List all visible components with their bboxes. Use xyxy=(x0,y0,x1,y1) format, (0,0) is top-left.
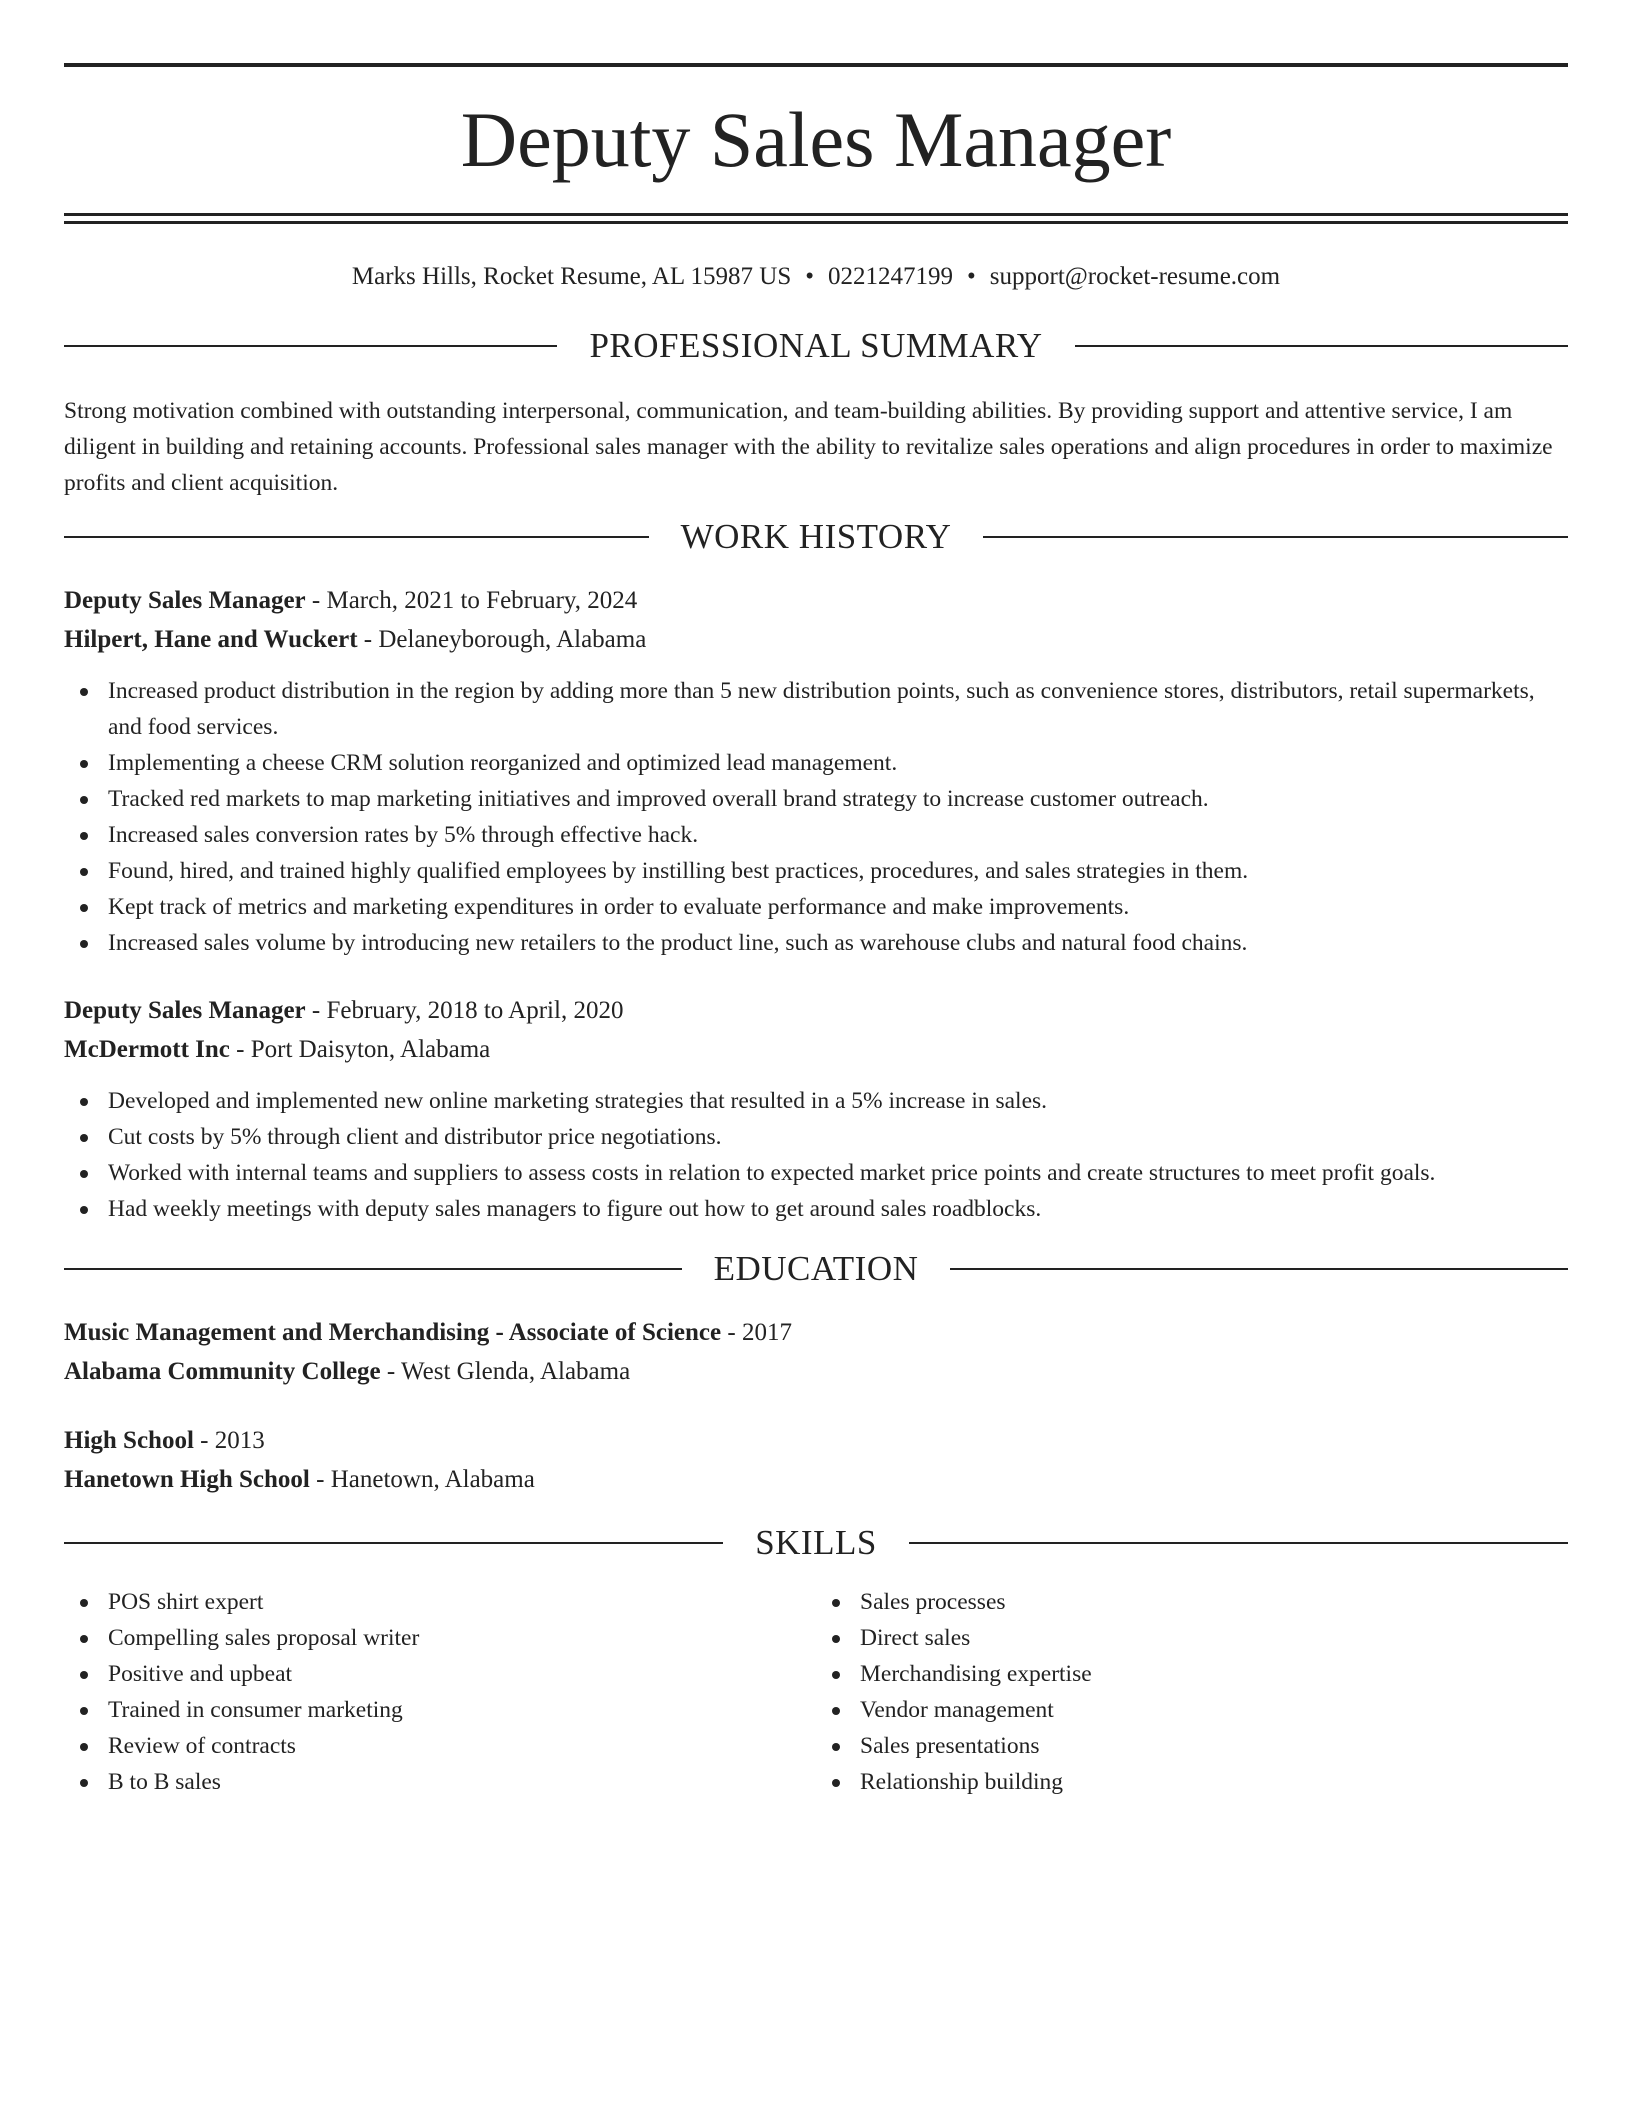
degree-line xyxy=(64,1313,1568,1352)
heading-rule xyxy=(64,536,649,538)
degree: Music Management and Merchandising - Associate of Science xyxy=(64,1319,722,1346)
school-line xyxy=(64,1460,1568,1499)
contact-separator: • xyxy=(805,263,815,290)
skills-column-right xyxy=(816,1584,1568,1800)
contact-phone: 0221247199 xyxy=(828,263,954,290)
skills-heading xyxy=(64,1525,1568,1560)
skills-list xyxy=(64,1584,1568,1800)
skill-item: Trained in consumer marketing xyxy=(64,1692,816,1728)
section-title: EDUCATION xyxy=(713,1249,919,1288)
skill-item: Sales presentations xyxy=(816,1728,1568,1764)
school: Alabama Community College xyxy=(64,1358,381,1385)
school-location: - West Glenda, Alabama xyxy=(380,1358,631,1385)
list-item: Increased sales conversion rates by 5% through effective hack. xyxy=(64,817,1568,853)
job-title: Deputy Sales Manager xyxy=(64,997,306,1024)
job-location: - Delaneyborough, Alabama xyxy=(357,626,647,653)
skill-item: POS shirt expert xyxy=(64,1584,816,1620)
job-company: McDermott Inc xyxy=(64,1036,230,1063)
heading-rule xyxy=(64,1268,682,1270)
heading-rule xyxy=(909,1542,1568,1544)
job-title: Deputy Sales Manager xyxy=(64,587,306,614)
header-double-rule xyxy=(64,213,1568,224)
heading-rule xyxy=(1075,345,1568,347)
job-bullets xyxy=(64,673,1568,961)
job-dates: - February, 2018 to April, 2020 xyxy=(305,997,624,1024)
job-entry xyxy=(64,581,1568,961)
skill-item: Merchandising expertise xyxy=(816,1656,1568,1692)
list-item: Cut costs by 5% through client and distributor price negotiations. xyxy=(64,1119,1568,1155)
skill-item: Relationship building xyxy=(816,1764,1568,1800)
heading-rule xyxy=(950,1268,1568,1270)
list-item: Had weekly meetings with deputy sales managers to figure out how to get around sales roadblocks. xyxy=(64,1191,1568,1227)
section-title: SKILLS xyxy=(755,1523,877,1562)
contact-email[interactable]: support@rocket-resume.com xyxy=(989,263,1281,290)
header-top-rule xyxy=(64,63,1568,67)
school-line xyxy=(64,1352,1568,1391)
list-item: Increased product distribution in the region by adding more than 5 new distribution points, such as convenience stores, distributors, retail supermarkets, and food services. xyxy=(64,673,1568,745)
job-bullets xyxy=(64,1083,1568,1227)
list-item: Implementing a cheese CRM solution reorganized and optimized lead management. xyxy=(64,745,1568,781)
job-company: Hilpert, Hane and Wuckert xyxy=(64,626,358,653)
summary-text: Strong motivation combined with outstanding interpersonal, communication, and team-building abilities. By providing support and attentive service, I am diligent in building and retaining accounts. Professional sales manager with the ability to revitalize sales operations and align procedures in order to maximize profits and client acquisition. xyxy=(64,398,1553,496)
skill-item: Sales processes xyxy=(816,1584,1568,1620)
school: Hanetown High School xyxy=(64,1466,310,1493)
section-title: WORK HISTORY xyxy=(680,517,952,556)
heading-rule xyxy=(64,1542,723,1544)
skill-item: Compelling sales proposal writer xyxy=(64,1620,816,1656)
skills-bullets xyxy=(816,1584,1568,1800)
job-title-line xyxy=(64,991,1568,1030)
education-entry xyxy=(64,1421,1568,1499)
list-item: Kept track of metrics and marketing expenditures in order to evaluate performance and make improvements. xyxy=(64,889,1568,925)
skills-bullets xyxy=(64,1584,816,1800)
contact-separator: • xyxy=(967,263,976,290)
skill-item: Review of contracts xyxy=(64,1728,816,1764)
education-heading xyxy=(64,1251,1568,1286)
degree-line xyxy=(64,1421,1568,1460)
job-company-line xyxy=(64,620,1568,659)
contact-address: Marks Hills, Rocket Resume, AL 15987 US xyxy=(351,263,792,290)
list-item: Worked with internal teams and suppliers to assess costs in relation to expected market price points and create structures to meet profit goals. xyxy=(64,1155,1568,1191)
resume-title: Deputy Sales Manager xyxy=(460,96,1172,183)
degree-year: - 2013 xyxy=(193,1427,265,1454)
school-location: - Hanetown, Alabama xyxy=(309,1466,535,1493)
degree-year: - 2017 xyxy=(721,1319,792,1346)
job-location: - Port Daisyton, Alabama xyxy=(229,1036,491,1063)
skill-item: Vendor management xyxy=(816,1692,1568,1728)
list-item: Found, hired, and trained highly qualified employees by instilling best practices, procedures, and sales strategies in them. xyxy=(64,853,1568,889)
summary-heading xyxy=(64,328,1568,363)
job-dates: - March, 2021 to February, 2024 xyxy=(305,587,638,614)
heading-rule xyxy=(64,345,557,347)
job-company-line xyxy=(64,1030,1568,1069)
skill-item: Direct sales xyxy=(816,1620,1568,1656)
skill-item: Positive and upbeat xyxy=(64,1656,816,1692)
list-item: Developed and implemented new online marketing strategies that resulted in a 5% increase in sales. xyxy=(64,1083,1568,1119)
degree: High School xyxy=(64,1427,194,1454)
skill-item: B to B sales xyxy=(64,1764,816,1800)
work-history-heading xyxy=(64,519,1568,554)
education-entry xyxy=(64,1313,1568,1391)
section-title: PROFESSIONAL SUMMARY xyxy=(589,326,1043,365)
list-item: Increased sales volume by introducing new retailers to the product line, such as warehouse clubs and natural food chains. xyxy=(64,925,1568,961)
list-item: Tracked red markets to map marketing initiatives and improved overall brand strategy to increase customer outreach. xyxy=(64,781,1568,817)
skills-column-left xyxy=(64,1584,816,1800)
job-title-line xyxy=(64,581,1568,620)
heading-rule xyxy=(983,536,1568,538)
contact-line xyxy=(64,260,1568,294)
job-entry xyxy=(64,991,1568,1227)
